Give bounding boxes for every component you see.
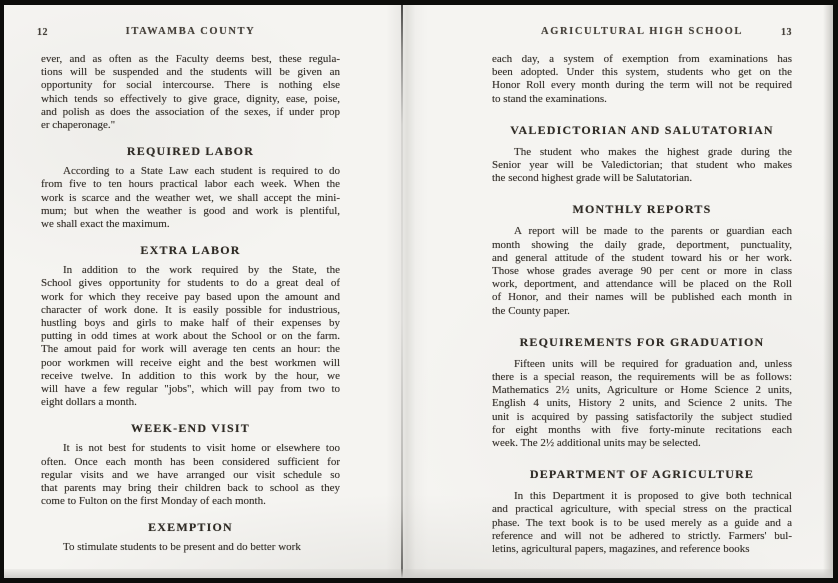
text-line: School gives opportunity for students to do a great deal of: [41, 277, 340, 290]
text-line: The student who makes the highest grade during the: [514, 145, 792, 158]
text-line: Mathematics 2½ units, Agriculture or Home Science 2 units,: [492, 384, 792, 397]
text-line: that parents may bring their children back to school as they: [41, 482, 340, 495]
text-line: character of work done. It is easily possible for industrious,: [41, 303, 340, 316]
text-line: and polish as does the association of the sexes, if under prop: [41, 105, 340, 118]
text-line: often. Once each month has been considered sufficient for: [41, 455, 340, 468]
text-line: been adopted. Under this system, students who get on the: [492, 66, 792, 79]
section-heading: DEPARTMENT OF AGRICULTURE: [529, 467, 755, 482]
text-line: ever, and as often as the Faculty deems best, these regula-: [41, 53, 340, 65]
text-line: come to Fulton on the first Monday of each month.: [41, 495, 266, 508]
paragraph: [41, 264, 340, 409]
text-line: putting in odd times at work about the School or on the farm.: [41, 330, 340, 343]
paragraph: [492, 225, 792, 317]
text-line: unit is acquired by passing satisfactorily the subject studied: [492, 410, 792, 423]
text-line: opportunity for social intercourse. There is nothing else: [41, 79, 340, 92]
page-number-right: 13: [781, 27, 792, 38]
text-line: According to a State Law each student is required to do: [63, 165, 340, 178]
text-line: reference and will not be adhered to strictly. Farmers' bul-: [492, 529, 792, 542]
text-line: for eight months with five forty-minute recitations each: [492, 423, 792, 436]
paragraph: [41, 442, 340, 508]
text-line: there is a special reason, the requirements will be as follows:: [492, 371, 792, 384]
text-line: the second highest grade will be Salutatorian.: [492, 172, 693, 185]
text-line: English 4 units, History 2 units, and Science 2 units. The: [492, 397, 792, 410]
text-line: the County paper.: [492, 304, 570, 317]
section-heading: MONTHLY REPORTS: [572, 202, 712, 217]
paragraph: [492, 146, 792, 186]
page-body-left: [41, 53, 340, 555]
running-title-left: ITAWAMBA COUNTY: [125, 26, 256, 37]
text-line: Those whose grades average 90 per cent or more in class: [492, 265, 792, 278]
text-line: we shall exact the maximum.: [41, 218, 170, 231]
page-body-right: [492, 53, 792, 556]
text-line: mum; but when the weather is good and work is plentiful,: [41, 204, 340, 217]
text-line: To stimulate students to be present and do better work: [63, 541, 301, 554]
paragraph: [492, 53, 792, 106]
text-line: eight dollars a month.: [41, 396, 137, 409]
book-spread: [4, 5, 833, 578]
text-line: from five to ten hours practical labor each week. When the: [41, 178, 340, 191]
paragraph: [492, 358, 792, 450]
section-heading: EXEMPTION: [148, 520, 233, 535]
text-line: will have a few regular "jobs", which will pay from two to: [41, 383, 340, 396]
text-line: week. The 2½ additional units may be selected.: [492, 437, 701, 450]
section-heading: REQUIREMENTS FOR GRADUATION: [519, 334, 765, 349]
text-line: It is not best for students to visit home or elsewhere too: [63, 442, 340, 455]
running-head-left: [37, 26, 340, 41]
paragraph: [41, 53, 340, 132]
running-title-right: AGRICULTURAL HIGH SCHOOL: [541, 26, 743, 37]
page-number-left: 12: [37, 27, 48, 38]
paragraph: [41, 165, 340, 231]
text-line: hustling boys and girls to make half of their expenses by: [41, 317, 340, 330]
text-line: work for which they receive pay based upon the amount and: [41, 290, 340, 303]
paragraph: [492, 490, 792, 556]
page-13: [401, 5, 833, 578]
paragraph: [41, 541, 340, 554]
text-line: which tends so effectively to give grace, dignity, ease, poise,: [41, 92, 340, 105]
text-line: each day, a system of exemption from examinations has: [492, 53, 792, 65]
text-line: letins, agricultural papers, magazines, and reference books: [492, 543, 750, 556]
text-line: to stand the examinations.: [492, 92, 607, 105]
text-line: The amout paid for work will average ten cents an hour: the: [41, 343, 340, 356]
running-head-right: [492, 26, 792, 41]
page-12: [4, 5, 401, 578]
text-line: and general attitude of the student toward his or her work.: [492, 251, 792, 264]
text-line: receive twelve. In addition to this work by the hour, we: [41, 369, 340, 382]
text-line: poor workmen will receive eight and the best workmen will: [41, 356, 340, 369]
text-line: A report will be made to the parents or guardian each: [514, 225, 792, 238]
text-line: er chaperonage.": [41, 119, 116, 132]
text-line: Senior year will be Valedictorian; that student who makes: [492, 159, 792, 172]
text-line: Fifteen units will be required for graduation and, unless: [514, 357, 792, 370]
text-line: of Honor, and their names will be published each month in: [492, 291, 792, 304]
text-line: work, deportment, and attendance will be placed on the Roll: [492, 278, 792, 291]
text-line: In addition to the work required by the State, the: [63, 264, 340, 277]
text-line: In this Department it is proposed to give both technical: [514, 490, 792, 503]
section-heading: WEEK-END VISIT: [131, 421, 250, 436]
text-line: month showing the daily grade, deportment, punctuality,: [492, 238, 792, 251]
text-line: Honor Roll every month during the term will not be required: [492, 79, 792, 92]
text-line: tions will be suspended and the students will be given an: [41, 66, 340, 79]
section-heading: REQUIRED LABOR: [126, 144, 255, 159]
section-heading: VALEDICTORIAN AND SALUTATORIAN: [510, 122, 774, 137]
text-line: work is scarce and the weather wet, we shall accept the mini-: [41, 191, 340, 204]
section-heading: EXTRA LABOR: [140, 243, 241, 258]
text-line: regular visits and we have arranged our visit schedule so: [41, 468, 340, 481]
text-line: phase. The text book is to be used merely as a guide and a: [492, 516, 792, 529]
text-line: and practical agriculture, with special stress on the practical: [492, 503, 792, 516]
